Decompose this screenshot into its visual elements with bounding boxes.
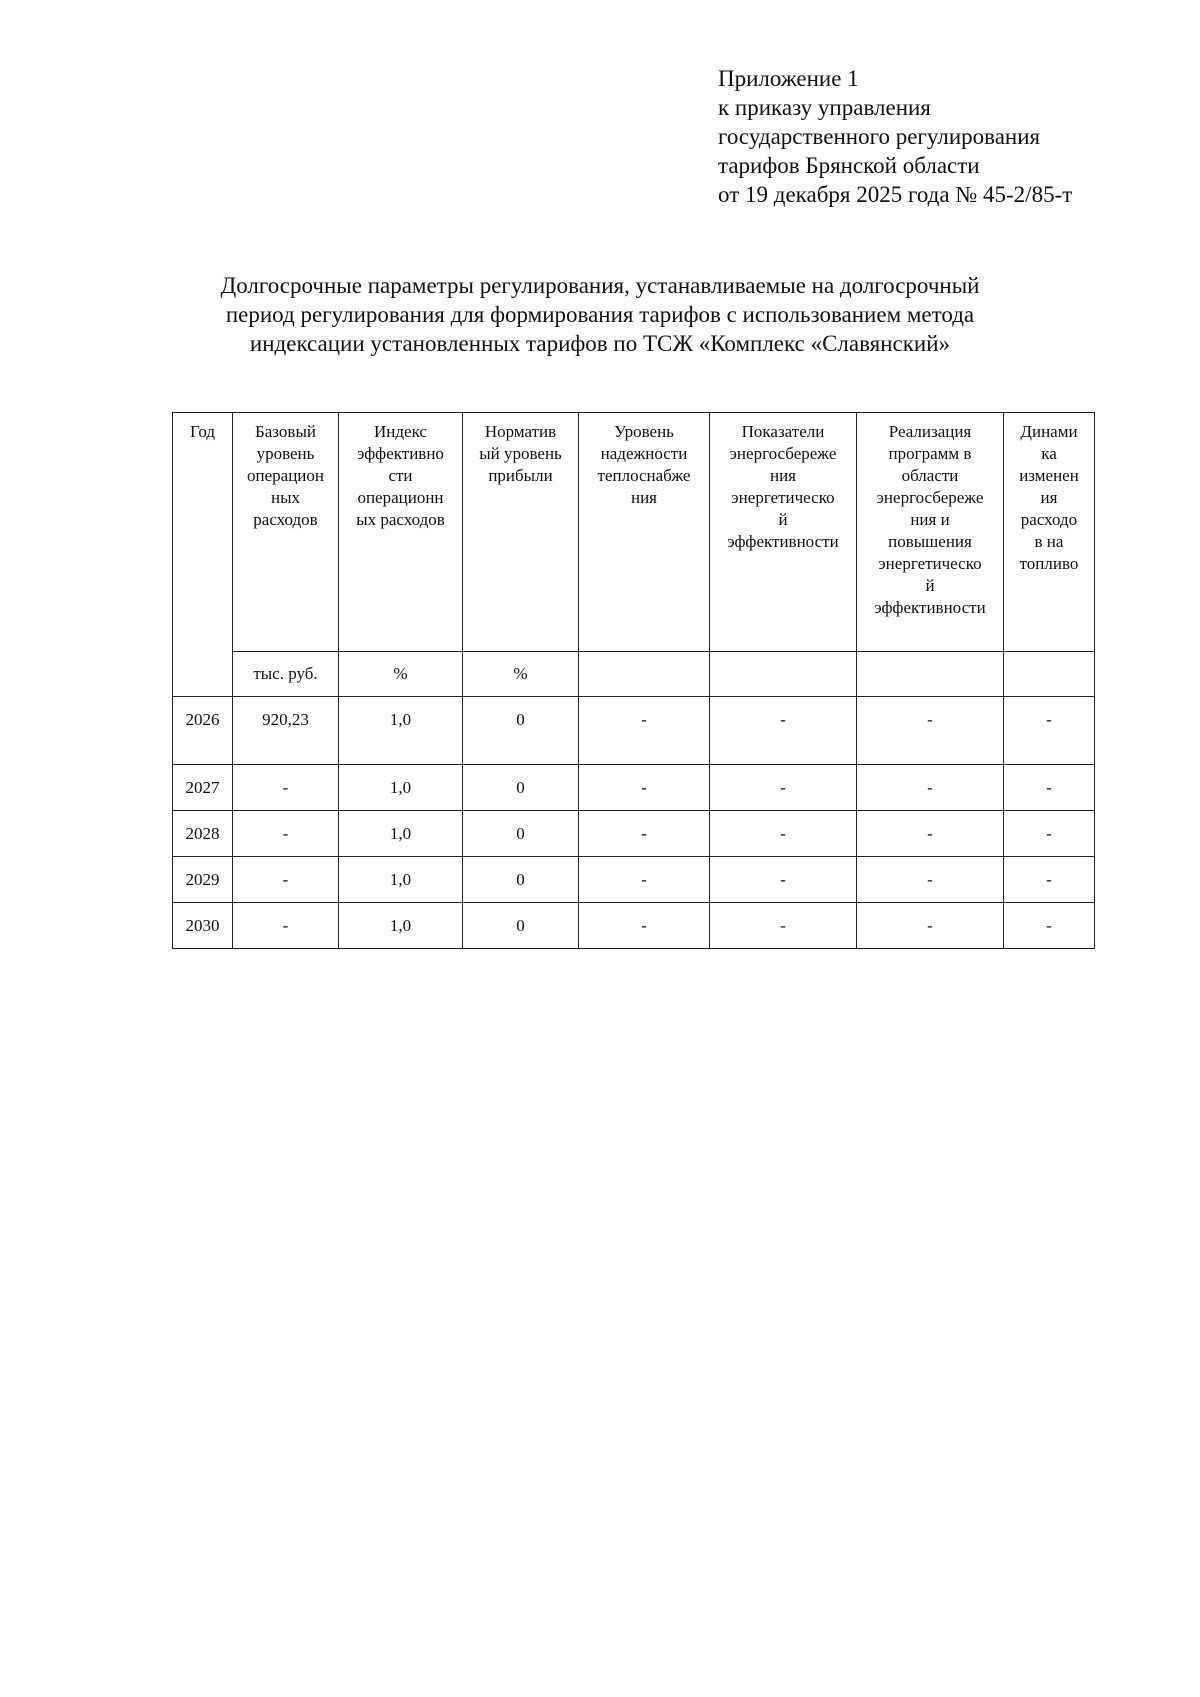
table-cell: -	[579, 697, 710, 765]
header-reliability: Уровень надежности теплоснабже ния	[579, 413, 710, 652]
year-cell: 2030	[173, 903, 233, 949]
table-cell: 1,0	[339, 811, 463, 857]
year-cell: 2026	[173, 697, 233, 765]
table-cell: -	[710, 857, 857, 903]
table-cell: -	[857, 765, 1004, 811]
table-cell: -	[579, 765, 710, 811]
table-cell: 1,0	[339, 857, 463, 903]
table-cell: -	[857, 903, 1004, 949]
parameters-table	[172, 412, 1095, 949]
header-year: Год	[173, 413, 233, 697]
title-line: индексации установленных тарифов по ТСЖ «Комплекс «Славянский»	[249, 331, 951, 356]
title-line: период регулирования для формирования тарифов с использованием метода	[225, 302, 975, 327]
title-line: Долгосрочные параметры регулирования, устанавливаемые на долгосрочный	[220, 273, 980, 298]
table-cell: -	[233, 857, 339, 903]
table-cell: 0	[463, 857, 579, 903]
year-cell: 2028	[173, 811, 233, 857]
table-cell: -	[579, 857, 710, 903]
table-cell: 1,0	[339, 697, 463, 765]
table-row	[173, 697, 1095, 765]
table-cell: -	[1004, 765, 1095, 811]
unit-cell	[710, 652, 857, 697]
units-row	[173, 652, 1095, 697]
unit-cell	[1004, 652, 1095, 697]
unit-cell: тыс. руб.	[233, 652, 339, 697]
table-cell: -	[710, 765, 857, 811]
year-cell: 2029	[173, 857, 233, 903]
appendix-line: тарифов Брянской области	[718, 153, 980, 178]
appendix-block	[718, 64, 1072, 209]
table-cell: 0	[463, 765, 579, 811]
table-cell: -	[710, 903, 857, 949]
table-row	[173, 765, 1095, 811]
table-row	[173, 811, 1095, 857]
header-base-opex: Базовый уровень операцион ных расходов	[233, 413, 339, 652]
table-cell: -	[1004, 697, 1095, 765]
table-cell: 0	[463, 811, 579, 857]
table-cell: -	[579, 811, 710, 857]
table-cell: 1,0	[339, 765, 463, 811]
table-cell: 0	[463, 697, 579, 765]
header-row	[173, 413, 1095, 652]
table-cell: -	[710, 697, 857, 765]
year-cell: 2027	[173, 765, 233, 811]
appendix-line: государственного регулирования	[718, 124, 1041, 149]
table-cell: -	[233, 765, 339, 811]
table-cell: -	[233, 811, 339, 857]
unit-cell: %	[339, 652, 463, 697]
table-cell: -	[579, 903, 710, 949]
header-efficiency-index: Индекс эффективно сти операционн ых расходов	[339, 413, 463, 652]
document-title	[140, 271, 1060, 358]
table-cell: -	[1004, 811, 1095, 857]
unit-cell	[579, 652, 710, 697]
table-row	[173, 903, 1095, 949]
header-energy-programs: Реализация программ в области энергосбереже ния и повышения энергетическо й эффективности	[857, 413, 1004, 652]
table-cell: -	[710, 811, 857, 857]
table-cell: -	[857, 811, 1004, 857]
table-cell: -	[1004, 857, 1095, 903]
table-cell: 1,0	[339, 903, 463, 949]
table-cell: 0	[463, 903, 579, 949]
table-cell: -	[857, 857, 1004, 903]
table-cell: -	[857, 697, 1004, 765]
appendix-line: от 19 декабря 2025 года № 45-2/85-т	[718, 182, 1073, 207]
table-cell: -	[1004, 903, 1095, 949]
header-fuel-dynamics: Динами ка изменен ия расходо в на топливо	[1004, 413, 1095, 652]
table-cell: -	[233, 903, 339, 949]
appendix-line: Приложение 1	[718, 66, 859, 91]
table-cell: 920,23	[233, 697, 339, 765]
table-row	[173, 857, 1095, 903]
header-energy-indicators: Показатели энергосбереже ния энергетическо й эффективности	[710, 413, 857, 652]
unit-cell	[857, 652, 1004, 697]
header-profit-level: Норматив ый уровень прибыли	[463, 413, 579, 652]
unit-cell: %	[463, 652, 579, 697]
appendix-line: к приказу управления	[718, 95, 931, 120]
